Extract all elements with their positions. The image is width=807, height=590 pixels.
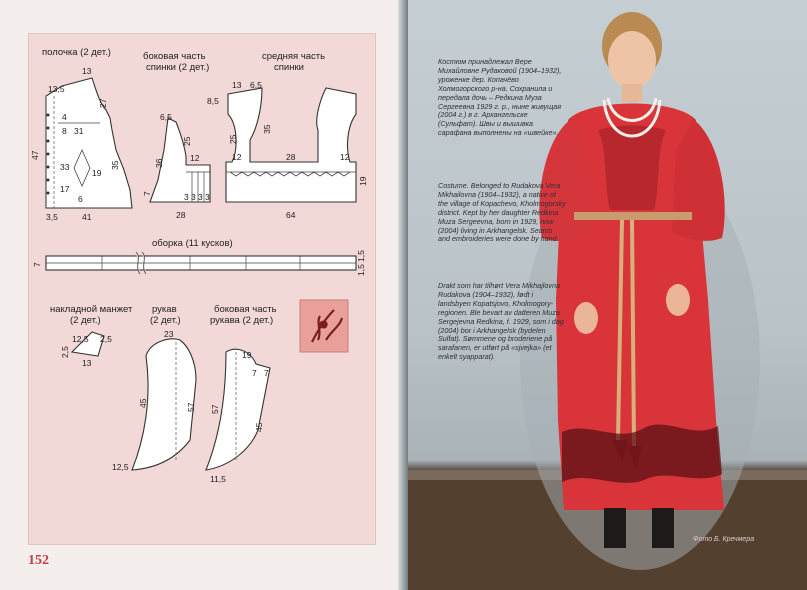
caption-norwegian: Drakt som har tilhørt Vera Mikhajlovna Rudakova (1904–1932), født i landsbyen Kopatsjovo, Kholmogory-regionen. Ble bevart av datteren Muza Sergejevna Redkina, f. 1929, som i dag (2004) bor i Arkhangelsk (bydelen Sulfat). Sømmene og broderiene på sarafanen, er utført på «sjvejka» (et enkelt syapparat).	[438, 281, 564, 362]
front-dim-41: 41	[82, 212, 92, 222]
front-dim-3-5: 3,5	[46, 212, 58, 222]
book-gutter	[398, 0, 408, 590]
side-back-dim-7: 7	[142, 191, 152, 196]
cuff-dim-2-5b: 2,5	[60, 346, 70, 358]
sleeve-dim-23: 23	[164, 329, 174, 339]
ruffle-dim-7: 7	[32, 262, 42, 267]
front-dim-33: 33	[60, 162, 70, 172]
side-back-dim-3a: 3	[184, 192, 189, 202]
ruffle-title: оборка (11 кусков)	[152, 238, 233, 249]
side-back-dim-3d: 3	[205, 192, 210, 202]
mb-dim-6-5: 6,5	[250, 80, 262, 90]
sleeve-side-title-2: рукава (2 дет.)	[210, 315, 274, 326]
right-hand	[666, 284, 690, 316]
right-page	[408, 0, 807, 590]
side-back-dim-3b: 3	[191, 192, 196, 202]
sleeve-dim-57: 57	[186, 402, 196, 412]
side-back-dim-3c: 3	[198, 192, 203, 202]
middle-back-title-1: средняя часть	[262, 51, 326, 62]
mb-dim-25: 25	[228, 134, 238, 144]
ruffle-piece	[32, 238, 366, 276]
left-shoe	[604, 508, 626, 548]
left-page	[0, 0, 398, 590]
caption-russian: Костюм принадлежал Вере Михайловне Рудаковой (1904–1932), уроженке дер. Копачёво Холмогорского р-на. Сохранила и передала дочь – Редкина Муза Сергеевна 1929 г. р., ныне живущая (2004 г.) в г. Архангельске (Сульфат). Швы и вышивка сарафана выполнены на «швейке».	[438, 57, 562, 138]
left-hand	[574, 302, 598, 334]
cuff-dim-12-5: 12,5	[72, 334, 89, 344]
sleeve-side-piece	[206, 304, 277, 484]
cuff-dim-2-5a: 2,5	[100, 334, 112, 344]
front-dim-13-5: 13,5	[48, 84, 65, 94]
face	[608, 31, 656, 89]
front-title: полочка (2 дет.)	[42, 47, 111, 58]
side-back-dim-36: 36	[154, 158, 164, 168]
sleeve-side-title-1: боковая часть	[214, 304, 277, 315]
cuff-dim-13: 13	[82, 358, 92, 368]
front-dim-27: 27	[98, 98, 108, 108]
ss-dim-7b: 7	[264, 368, 269, 378]
mb-dim-13: 13	[232, 80, 242, 90]
neck	[622, 84, 642, 102]
cuff-piece	[50, 304, 133, 368]
middle-back-title-2: спинки	[274, 62, 304, 73]
side-back-piece	[142, 51, 210, 220]
middle-back-piece	[207, 51, 368, 220]
hem-embroidery	[562, 425, 722, 483]
side-back-dim-25: 25	[182, 136, 192, 146]
side-back-title-2: спинки (2 дет.)	[146, 62, 210, 73]
belt	[574, 212, 692, 220]
front-piece	[30, 47, 132, 222]
ruffle-dim-1-5a: 1,5	[356, 250, 366, 262]
photo-credit: Фото Б. Кречмера	[693, 536, 755, 543]
front-shape	[46, 78, 132, 208]
ss-dim-19: 19	[242, 350, 252, 360]
middle-back-shape	[226, 88, 356, 202]
front-dim-17: 17	[60, 184, 70, 194]
side-back-title-1: боковая часть	[143, 51, 206, 62]
side-back-dim-6-5: 6,5	[160, 112, 172, 122]
ss-dim-45: 45	[254, 422, 264, 432]
side-back-dim-28: 28	[176, 210, 186, 220]
mb-dim-35: 35	[262, 124, 272, 134]
ss-dim-11-5: 11,5	[210, 474, 226, 484]
embroidery-swatch	[300, 300, 348, 352]
mb-dim-8-5: 8,5	[207, 96, 219, 106]
mb-dim-19: 19	[358, 176, 368, 186]
sleeve-dim-45: 45	[138, 398, 148, 408]
front-dim-4: 4	[62, 112, 67, 122]
front-dim-13: 13	[82, 66, 92, 76]
sleeve-piece	[112, 304, 196, 472]
caption-english: Costume. Belonged to Rudakova Vera Mikhailovna (1904–1932), a native of the village of Kopachevo, Kholmogorsky district. Kept by her daughter Redkina Muza Sergeevna, born in 1929, now (2004) living in Arkhangelsk. Seams and embroideries were done by hand.	[438, 181, 566, 244]
cuff-title-1: накладной манжет	[50, 304, 133, 315]
front-dim-8: 8	[62, 126, 67, 136]
mb-dim-12b: 12	[340, 152, 350, 162]
page-number: 152	[28, 553, 49, 568]
front-dim-31: 31	[74, 126, 84, 136]
front-dim-47: 47	[30, 150, 40, 160]
side-back-dim-12: 12	[190, 153, 200, 163]
front-dim-6: 6	[78, 194, 83, 204]
sleeve-title-1: рукав	[152, 304, 177, 315]
front-dim-35: 35	[110, 160, 120, 170]
mb-dim-64: 64	[286, 210, 296, 220]
right-shoe	[652, 508, 674, 548]
front-dim-19: 19	[92, 168, 102, 178]
ss-dim-57: 57	[210, 404, 220, 414]
cuff-title-2: (2 дет.)	[70, 315, 101, 326]
sleeve-dim-12-5: 12,5	[112, 462, 129, 472]
ss-dim-7a: 7	[252, 368, 257, 378]
sewing-pattern-diagram	[0, 0, 398, 590]
ruffle-dim-1-5b: 1,5	[356, 264, 366, 276]
sleeve-title-2: (2 дет.)	[150, 315, 181, 326]
mb-dim-28: 28	[286, 152, 296, 162]
mb-dim-12a: 12	[232, 152, 242, 162]
bodice-embroidery	[598, 126, 666, 211]
